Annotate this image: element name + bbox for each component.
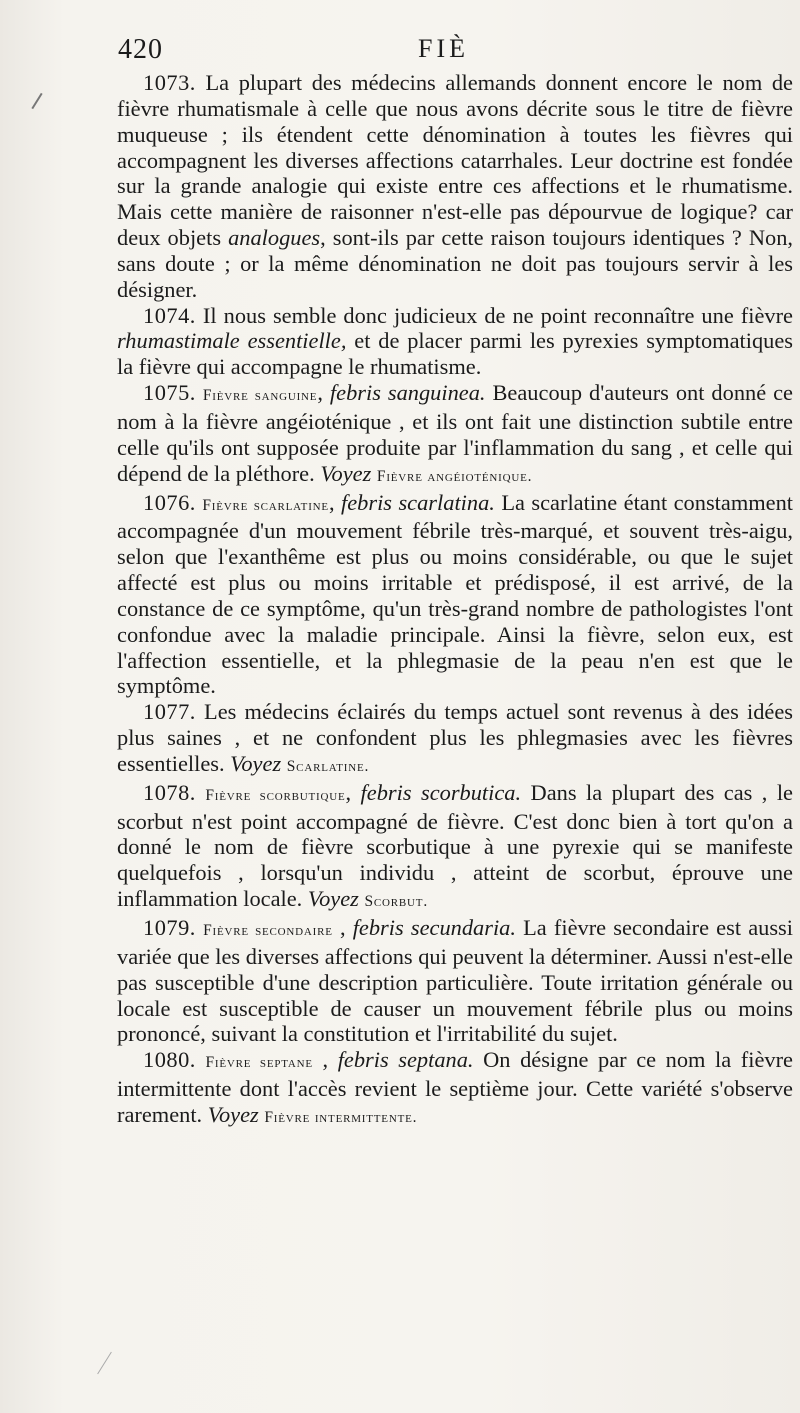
entry-1079	[117, 915, 793, 1047]
entry-text: Il nous semble donc judicieux de ne point reconnaître une fièvre	[195, 302, 793, 328]
small-caps-term: Fièvre scarlatine	[202, 496, 329, 514]
small-caps-term: Fièvre septane	[205, 1054, 313, 1072]
page-number: 420	[118, 34, 163, 65]
entry-number: 1073.	[143, 70, 196, 95]
entry-text: ,	[345, 779, 361, 805]
italic-term: Voyez	[307, 886, 359, 912]
entry-number: 1079.	[143, 915, 196, 940]
entry-text: ,	[332, 915, 353, 940]
small-caps-term: Fièvre sanguine	[202, 387, 318, 405]
entry-1076	[117, 490, 793, 700]
margin-pencil-mark	[31, 93, 42, 109]
small-caps-term: Fièvre scorbutique	[205, 786, 346, 804]
small-caps-term: Fièvre angéioténique.	[376, 467, 533, 485]
entry-text: Les médecins éclairés du temps actuel sont revenus à des idées plus saines , et ne confondent plus les phlegmasies avec les fièvres essentielles.	[117, 699, 793, 776]
entry-number: 1076.	[143, 489, 196, 515]
entry-text: La fièvre secondaire est aussi variée que les diverses affections qui peuvent la déterminer. Aussi n'est-elle pas susceptible d'une description particulière. Toute irritation générale ou locale est susceptible de causer un mouvement fébrile plus ou moins prononcé, suivant la constitution et l'irritabilité du sujet.	[117, 915, 793, 1047]
page-header	[118, 34, 774, 68]
entry-number: 1080.	[143, 1047, 196, 1073]
italic-term: febris scorbutica.	[360, 779, 522, 805]
entry-1078	[117, 780, 793, 915]
entry-1080	[117, 1047, 793, 1131]
entry-text	[196, 780, 205, 805]
italic-term: rhumastimale essentielle,	[117, 328, 347, 354]
page-body	[117, 70, 793, 1131]
entry-text: La scarlatine étant constamment accompagnée d'un mouvement fébrile très-marqué, et souvent très-aigu, selon que l'exanthême est plus ou moins considérable, ou que le sujet affecté est plus ou moins irritable et prédisposé, il est arrivé, de la constance de ce symptôme, qu'un très-grand nombre de pathologistes l'ont confondue avec la maladie principale. Ainsi la fièvre, selon eux, est l'affection essentielle, et la phlegmasie de la peau n'en est que le symptôme.	[117, 489, 794, 699]
running-head: FIÈ	[418, 34, 469, 63]
entry-1077	[117, 699, 793, 780]
entry-1074	[117, 303, 793, 381]
italic-term: Voyez	[230, 750, 282, 776]
entry-text: On désigne par ce nom la fièvre intermittente dont l'accès revient le septième jour. Cette variété s'observe rarement.	[117, 1047, 793, 1127]
entry-text: , sont-ils par cette raison toujours identiques ? Non, sans doute ; or la même dénomination ne doit pas toujours servir à les désigner.	[117, 225, 793, 302]
small-caps-term: Fièvre intermittente.	[264, 1108, 418, 1126]
entry-1075	[117, 380, 793, 489]
entry-number: 1075.	[143, 380, 196, 406]
entry-number: 1078.	[143, 779, 196, 805]
small-caps-term: Fièvre secondaire	[203, 922, 333, 939]
entry-number: 1074.	[143, 302, 196, 328]
entry-text: La plupart des médecins allemands donnent encore le nom de fièvre rhumatismale à celle que nous avons décrite sous le titre de fièvre muqueuse ; ils étendent cette dénomination à toutes les fièvres qui accompagnent les diverses affections catarrhales. Leur doctrine est fondée sur la grande analogie qui existe entre ces affections et le rhumatisme. Mais cette manière de raisonner n'est-elle pas dépourvue de logique? car deux objets	[117, 70, 793, 251]
entry-text: Dans la plupart des cas , le scorbut n'est point accompagné de fièvre. C'est donc bien à tort qu'on a donné le nom de fièvre scorbutique à une pyrexie qui se manifeste quelquefois , lorsqu'un individu , atteint de scorbut, éprouve une inflammation locale.	[117, 779, 793, 912]
entry-number: 1077.	[143, 699, 196, 725]
entry-text	[196, 915, 203, 940]
italic-term: Voyez	[207, 1101, 259, 1127]
italic-term: analogues	[228, 225, 321, 251]
entry-text: ,	[328, 489, 341, 515]
entry-text: et de placer parmi les pyrexies symptomatiques la fièvre qui accompagne le rhumatisme.	[117, 328, 793, 380]
italic-term: febris septana.	[337, 1047, 474, 1073]
entry-text: Beaucoup d'auteurs ont donné ce nom à la fièvre angéioténique , et ils ont fait une distinction subtile entre celle qu'ils ont supposée produite par l'inflammation du sang , et celle qui dépend de la pléthore.	[117, 380, 793, 486]
italic-term: febris scarlatina.	[341, 489, 495, 515]
italic-term: febris sanguinea.	[329, 380, 486, 406]
bottom-scratch-mark	[97, 1352, 112, 1375]
italic-term: Voyez	[320, 460, 372, 486]
entry-text: ,	[317, 380, 330, 406]
italic-term: febris secundaria.	[352, 915, 516, 940]
entry-1073	[117, 70, 793, 303]
small-caps-term: Scarlatine.	[286, 757, 370, 775]
entry-text	[196, 380, 203, 405]
small-caps-term: Scorbut.	[364, 893, 428, 911]
entry-text: ,	[312, 1047, 338, 1073]
